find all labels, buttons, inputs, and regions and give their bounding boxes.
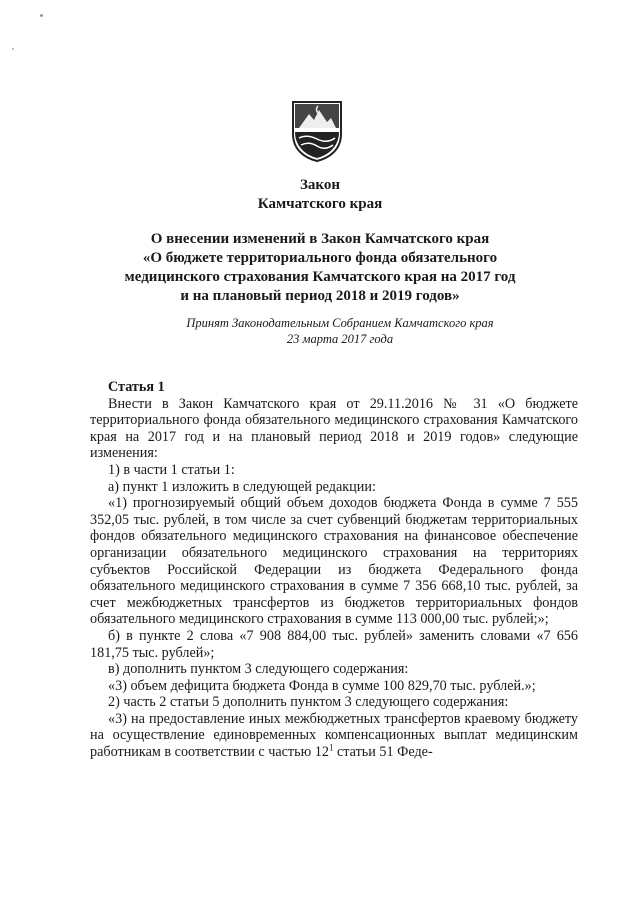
heading-line: О внесении изменений в Закон Камчатского края [150,231,490,247]
paragraph: а) пункт 1 изложить в следующей редакции: [108,478,376,495]
adoption-note [170,315,510,347]
paragraph-last [90,711,578,761]
paragraph: 1) в части 1 статьи 1: [108,461,235,478]
adoption-date: 23 марта 2017 года [286,332,394,346]
paragraph: в) дополнить пунктом 3 следующего содержания: [108,661,409,678]
heading-line: медицинского страхования Камчатского края на 2017 год [124,269,516,285]
article-title: Статья 1 [108,379,165,395]
paragraph-text: «3) на предоставление иных межбюджетных трансфертов краевому бюджету на осуществление единовременных компенсационных выплат медицинским работникам в соответствии с частью 12 [90,710,578,761]
scan-dot [40,14,43,17]
paragraph: «3) объем дефицита бюджета Фонда в сумме 100 829,70 тыс. рублей.»; [108,677,536,694]
paragraph: 2) часть 2 статьи 5 дополнить пунктом 3 следующего содержания: [108,694,509,711]
paragraph: «1) прогнозируемый общий объем доходов бюджета Фонда в сумме 7 555 352,05 тыс. рублей, в том числе за счет субвенций бюджетам территориальных фондов обязательного медицинского страхования на финансовое обеспечение организации обязательного медицинского страхования на территориях субъектов Российской Федерации из бюджета Федерального фонда обязательного медицинского страхования в сумме 7 356 668,10 тыс. рублей, за счет межбюджетных трансфертов из бюджетов территориальных фондов обязательного медицинского страхования в сумме 113 000,00 тыс. рублей;»; [90,495,578,628]
paragraph: б) в пункте 2 слова «7 908 884,00 тыс. рублей» заменить словами «7 656 181,75 тыс. рублей»; [90,627,578,661]
paragraph-tail: статьи 51 Феде- [333,744,433,761]
heading-line: «О бюджете территориального фонда обязательного [142,250,498,266]
heading-line: и на плановый период 2018 и 2019 годов» [180,288,460,304]
coat-of-arms-icon [289,98,345,162]
region-name: Камчатского края [257,196,383,212]
scan-dot [12,48,14,50]
law-heading [60,230,580,306]
superscript: 1 [328,742,334,753]
adoption-body: Принят Законодательным Собранием Камчатского края [186,316,494,330]
document-body [90,379,578,761]
document-type: Закон [299,177,340,193]
paragraph: Внести в Закон Камчатского края от 29.11.2016 № 31 «О бюджете территориального фонда обязательного медицинского страхования Камчатского края на 2017 год и на плановый период 2018 и 2019 годов» следующие изменения: [90,395,578,462]
